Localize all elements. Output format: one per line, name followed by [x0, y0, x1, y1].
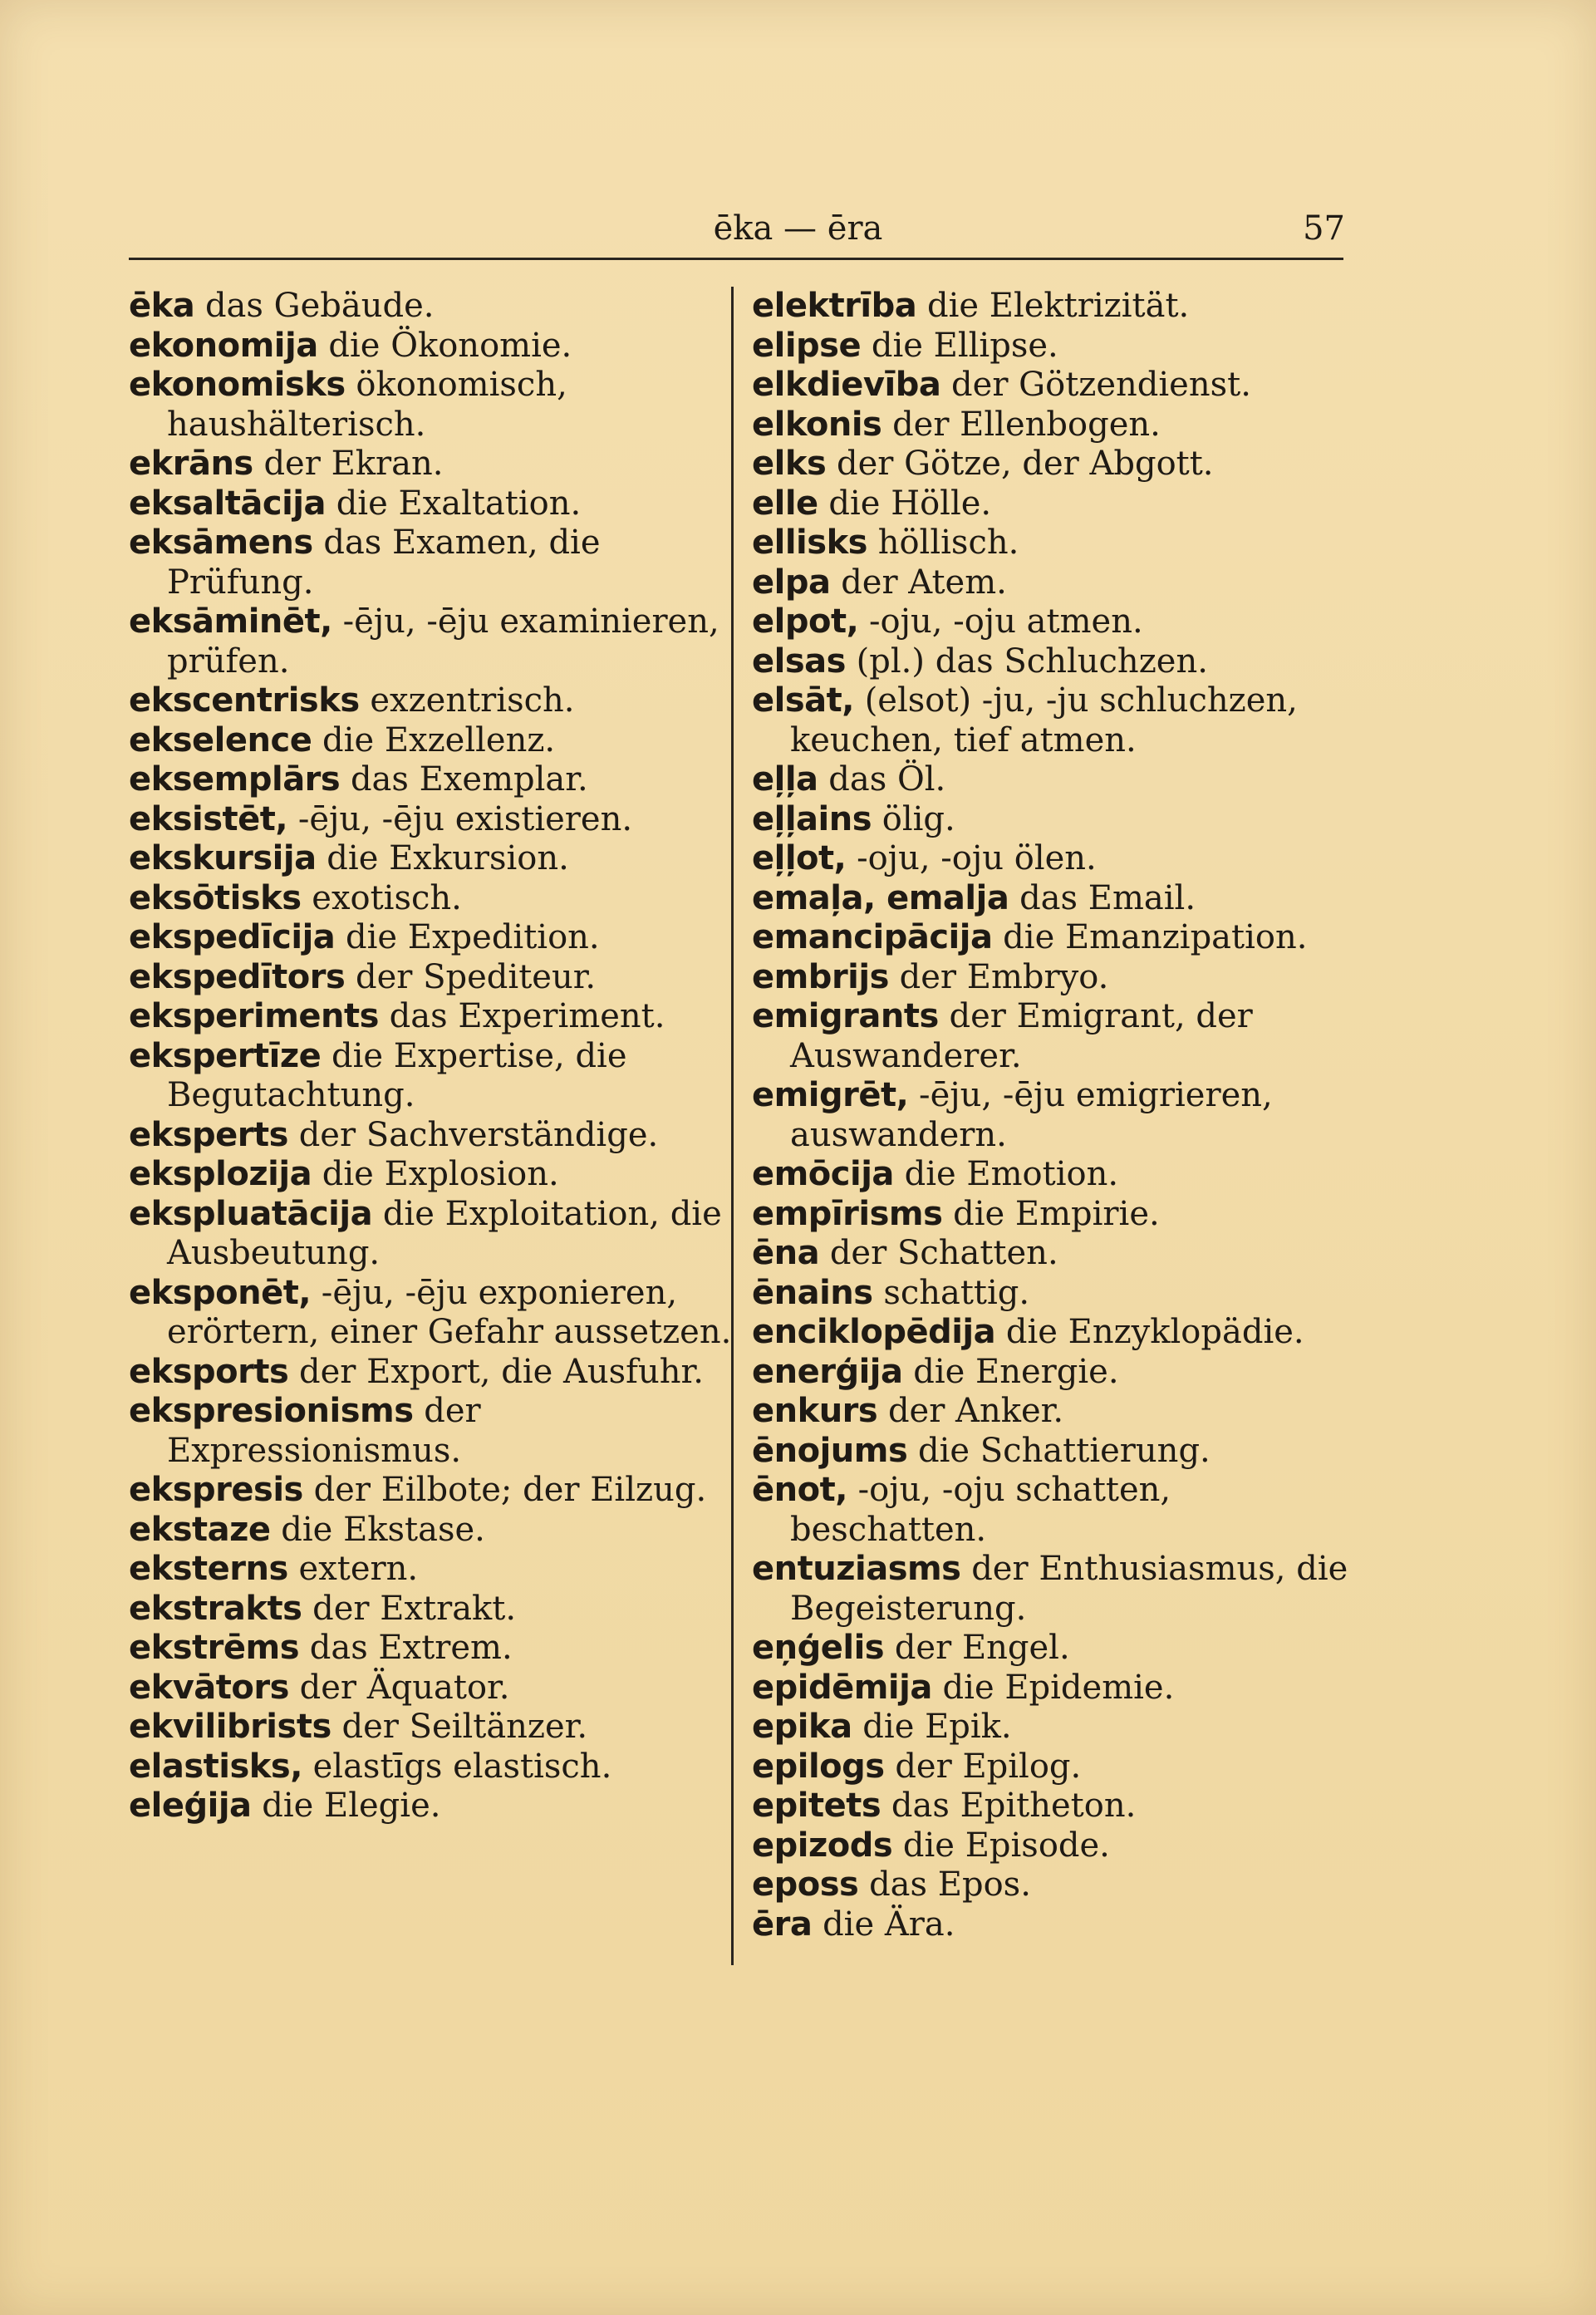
headword: elsas — [752, 641, 846, 681]
headword: eksāmens — [129, 523, 313, 562]
dictionary-entry — [752, 1865, 1367, 1905]
definition: die Ökonomie. — [328, 326, 572, 365]
headword: ekvilibrists — [129, 1708, 331, 1746]
dictionary-entry — [129, 839, 744, 879]
definition: der Epilog. — [895, 1747, 1082, 1786]
dictionary-entry — [129, 760, 744, 800]
definition: höllisch. — [877, 523, 1019, 562]
definition: die Emanzipation. — [1003, 918, 1308, 956]
dictionary-entry — [129, 1550, 744, 1590]
headword: ekstrakts — [129, 1589, 302, 1628]
dictionary-entry — [752, 484, 1367, 524]
headword: ekstrēms — [129, 1629, 300, 1667]
dictionary-entry — [752, 1234, 1367, 1274]
headword: entuziasms — [752, 1550, 961, 1588]
dictionary-entry — [129, 1708, 744, 1747]
dictionary-entry — [752, 563, 1367, 603]
dictionary-entry — [752, 1313, 1367, 1353]
headword: emigrēt, — [752, 1076, 909, 1114]
definition: der Sachverständige. — [298, 1115, 659, 1154]
dictionary-entry — [752, 1274, 1367, 1314]
dictionary-entry — [752, 997, 1367, 1076]
headword: emaļa, emalja — [752, 878, 1009, 917]
headword: epizods — [752, 1826, 893, 1865]
dictionary-entry — [752, 1432, 1367, 1472]
definition: die Exkursion. — [327, 839, 569, 877]
dictionary-entry — [129, 1195, 744, 1274]
dictionary-entry — [752, 405, 1367, 445]
headword: epitets — [752, 1787, 881, 1825]
headword: elsāt, — [752, 681, 854, 720]
dictionary-entry — [752, 1550, 1367, 1629]
dictionary-entry — [129, 327, 744, 366]
headword: epilogs — [752, 1747, 885, 1786]
definition: ölig. — [881, 799, 955, 838]
definition: der Ellenbogen. — [892, 405, 1161, 444]
definition: -oju, -oju ölen. — [857, 839, 1097, 877]
definition: die Epik. — [862, 1708, 1012, 1746]
dictionary-entry — [752, 1155, 1367, 1195]
dictionary-entry — [129, 287, 744, 327]
headword: ekvātors — [129, 1668, 289, 1707]
definition: das Email. — [1019, 878, 1196, 917]
headword: eļļot, — [752, 839, 847, 877]
definition: die Exaltation. — [336, 484, 582, 523]
dictionary-entry — [752, 760, 1367, 800]
dictionary-entry — [752, 1669, 1367, 1708]
dictionary-entry — [129, 1629, 744, 1669]
definition: die Enzyklopädie. — [1005, 1313, 1304, 1351]
definition: die Ellipse. — [871, 326, 1058, 365]
dictionary-entry — [129, 918, 744, 958]
definition: das Exemplar. — [350, 760, 588, 799]
dictionary-entry — [752, 602, 1367, 642]
headword: ekspedīcija — [129, 918, 336, 956]
dictionary-entry — [752, 642, 1367, 682]
left-column — [129, 287, 744, 1826]
definition: -ēju, -ēju exponieren, erörtern, einer Gefahr aussetzen. — [167, 1273, 732, 1351]
definition: der Seiltänzer. — [341, 1708, 588, 1746]
headword: elpa — [752, 563, 831, 602]
headword: ēka — [129, 287, 195, 325]
dictionary-entry — [752, 1826, 1367, 1866]
headword: ekonomisks — [129, 366, 346, 404]
definition: die Elektrizität. — [926, 287, 1190, 325]
headword: eksaltācija — [129, 484, 326, 523]
definition: die Empirie. — [953, 1194, 1160, 1233]
headword: ellisks — [752, 523, 867, 562]
definition: der Export, die Ausfuhr. — [299, 1352, 704, 1391]
headword: eļļa — [752, 760, 818, 799]
headword: ekspresis — [129, 1471, 303, 1509]
dictionary-entry — [752, 1195, 1367, 1235]
dictionary-entry — [129, 1511, 744, 1551]
headword: emancipācija — [752, 918, 993, 956]
headword: eksōtisks — [129, 878, 302, 917]
definition: die Expedition. — [346, 918, 600, 956]
headword: ēra — [752, 1905, 813, 1944]
dictionary-entry — [129, 1590, 744, 1629]
dictionary-entry — [129, 1669, 744, 1708]
dictionary-entry — [752, 1392, 1367, 1432]
dictionary-entry — [129, 1392, 744, 1471]
definition: die Schattierung. — [917, 1431, 1211, 1470]
running-head: ēka — ēra — [713, 209, 883, 248]
definition: das Examen, die Prüfung. — [167, 523, 601, 602]
headword: eksperiments — [129, 997, 379, 1035]
definition: der Anker. — [887, 1392, 1064, 1430]
definition: der Eilbote; der Eilzug. — [313, 1471, 707, 1509]
right-column — [752, 287, 1367, 1944]
dictionary-entry — [752, 1629, 1367, 1669]
definition: die Ära. — [823, 1905, 955, 1944]
headword: eksports — [129, 1352, 289, 1391]
column-divider — [731, 287, 734, 1965]
dictionary-entry — [752, 1708, 1367, 1747]
definition: die Elegie. — [262, 1787, 441, 1825]
headword: elektrība — [752, 287, 917, 325]
definition: der Emigrant, der Auswanderer. — [790, 997, 1253, 1075]
headword: ekspertīze — [129, 1036, 322, 1075]
header-rule — [129, 258, 1343, 260]
headword: emigrants — [752, 997, 939, 1035]
dictionary-entry — [129, 1155, 744, 1195]
headword: embrijs — [752, 957, 889, 996]
dictionary-entry — [129, 1787, 744, 1826]
definition: exzentrisch. — [370, 681, 575, 720]
definition: das Öl. — [828, 760, 946, 799]
headword: epidēmija — [752, 1668, 932, 1707]
dictionary-entry — [752, 918, 1367, 958]
headword: elkdievība — [752, 366, 941, 404]
dictionary-entry — [129, 681, 744, 721]
headword: ēnojums — [752, 1431, 908, 1470]
dictionary-entry — [752, 287, 1367, 327]
headword: eleģija — [129, 1787, 252, 1825]
headword: emōcija — [752, 1155, 894, 1193]
definition: die Expertise, die Begutachtung. — [167, 1036, 627, 1114]
definition: das Epos. — [869, 1865, 1031, 1904]
dictionary-entry — [129, 602, 744, 681]
headword: eksistēt, — [129, 799, 288, 838]
definition: der Extrakt. — [312, 1589, 517, 1628]
definition: der Enthusiasmus, die Begeisterung. — [790, 1550, 1348, 1628]
dictionary-entry — [752, 839, 1367, 879]
definition: (elsot) -ju, -ju schluchzen, keuchen, tief atmen. — [790, 681, 1298, 759]
definition: -ēju, -ēju emigrieren, auswandern. — [790, 1076, 1273, 1154]
headword: empīrisms — [752, 1194, 943, 1233]
dictionary-entry — [129, 523, 744, 602]
definition: ökonomisch, haushälterisch. — [167, 366, 567, 444]
headword: enciklopēdija — [752, 1313, 996, 1351]
definition: exotisch. — [312, 878, 462, 917]
headword: ēnot, — [752, 1471, 847, 1509]
dictionary-entry — [752, 1471, 1367, 1550]
definition: (pl.) das Schluchzen. — [856, 641, 1208, 681]
definition: das Extrem. — [309, 1629, 513, 1667]
definition: extern. — [298, 1550, 419, 1588]
dictionary-entry — [129, 879, 744, 919]
definition: der Schatten. — [829, 1234, 1058, 1272]
headword: ēna — [752, 1234, 820, 1272]
definition: schattig. — [883, 1273, 1030, 1312]
headword: eņģelis — [752, 1629, 885, 1667]
definition: die Episode. — [902, 1826, 1110, 1865]
dictionary-entry — [129, 958, 744, 998]
dictionary-entry — [752, 681, 1367, 760]
definition: der Expressionismus. — [167, 1392, 481, 1470]
definition: der Ekran. — [263, 445, 444, 483]
dictionary-entry — [129, 445, 744, 484]
headword: elipse — [752, 326, 862, 365]
headword: eksplozija — [129, 1155, 312, 1193]
dictionary-entry — [129, 1037, 744, 1116]
headword: ēnains — [752, 1273, 873, 1312]
headword: ekrāns — [129, 445, 253, 483]
dictionary-entry — [752, 366, 1367, 405]
definition: -oju, -oju atmen. — [869, 602, 1143, 641]
headword: ekskursija — [129, 839, 317, 877]
dictionary-entry — [752, 327, 1367, 366]
headword: elkonis — [752, 405, 882, 444]
dictionary-entry — [752, 800, 1367, 840]
dictionary-entry — [752, 1905, 1367, 1945]
definition: der Götzendienst. — [951, 366, 1251, 404]
headword: eksperts — [129, 1115, 288, 1154]
headword: ekonomija — [129, 326, 318, 365]
dictionary-entry — [129, 1274, 744, 1353]
headword: eksemplārs — [129, 760, 341, 799]
dictionary-entry — [129, 1116, 744, 1156]
definition: die Exploitation, die Ausbeutung. — [167, 1194, 722, 1272]
definition: die Exzellenz. — [322, 720, 556, 759]
headword: elpot, — [752, 602, 859, 641]
headword: ekspresionisms — [129, 1392, 414, 1430]
headword: eksterns — [129, 1550, 288, 1588]
dictionary-entry — [752, 1787, 1367, 1826]
definition: der Engel. — [894, 1629, 1070, 1667]
definition: der Embryo. — [899, 957, 1109, 996]
definition: elastīgs elastisch. — [312, 1747, 612, 1786]
dictionary-entry — [752, 879, 1367, 919]
definition: der Atem. — [841, 563, 1007, 602]
headword: eksponēt, — [129, 1273, 312, 1312]
headword: elks — [752, 445, 827, 483]
dictionary-entry — [129, 1471, 744, 1511]
definition: die Explosion. — [322, 1155, 559, 1193]
headword: enkurs — [752, 1392, 878, 1430]
headword: eposs — [752, 1865, 859, 1904]
definition: die Energie. — [913, 1352, 1119, 1391]
dictionary-entry — [129, 1747, 744, 1787]
dictionary-entry — [129, 721, 744, 761]
dictionary-entry — [752, 445, 1367, 484]
dictionary-entry — [752, 958, 1367, 998]
dictionary-entry — [129, 484, 744, 524]
definition: der Spediteur. — [356, 957, 597, 996]
definition: der Götze, der Abgott. — [836, 445, 1214, 483]
headword: eļļains — [752, 799, 872, 838]
dictionary-entry — [752, 1076, 1367, 1155]
definition: die Ekstase. — [281, 1510, 485, 1549]
definition: -ēju, -ēju examinieren, prüfen. — [167, 602, 719, 681]
headword: enerģija — [752, 1352, 903, 1391]
definition: das Epitheton. — [891, 1787, 1137, 1825]
dictionary-entry — [129, 997, 744, 1037]
headword: ekselence — [129, 720, 312, 759]
definition: das Experiment. — [389, 997, 665, 1035]
definition: der Äquator. — [299, 1668, 510, 1707]
dictionary-entry — [129, 366, 744, 445]
definition: -ēju, -ēju existieren. — [297, 799, 633, 838]
definition: -oju, -oju schatten, beschatten. — [790, 1471, 1171, 1549]
headword: ekstaze — [129, 1510, 271, 1549]
headword: ekspedītors — [129, 957, 346, 996]
definition: das Gebäude. — [204, 287, 435, 325]
headword: ekspluatācija — [129, 1194, 373, 1233]
headword: eksāminēt, — [129, 602, 332, 641]
page-number: 57 — [1303, 209, 1345, 248]
definition: die Hölle. — [828, 484, 992, 523]
dictionary-entry — [752, 1747, 1367, 1787]
dictionary-entry — [129, 1353, 744, 1393]
dictionary-entry — [752, 1353, 1367, 1393]
dictionary-entry — [129, 800, 744, 840]
definition: die Epidemie. — [942, 1668, 1175, 1707]
dictionary-entry — [752, 523, 1367, 563]
definition: die Emotion. — [904, 1155, 1119, 1193]
headword: elle — [752, 484, 818, 523]
headword: epika — [752, 1708, 852, 1746]
headword: ekscentrisks — [129, 681, 360, 720]
headword: elastisks, — [129, 1747, 302, 1786]
